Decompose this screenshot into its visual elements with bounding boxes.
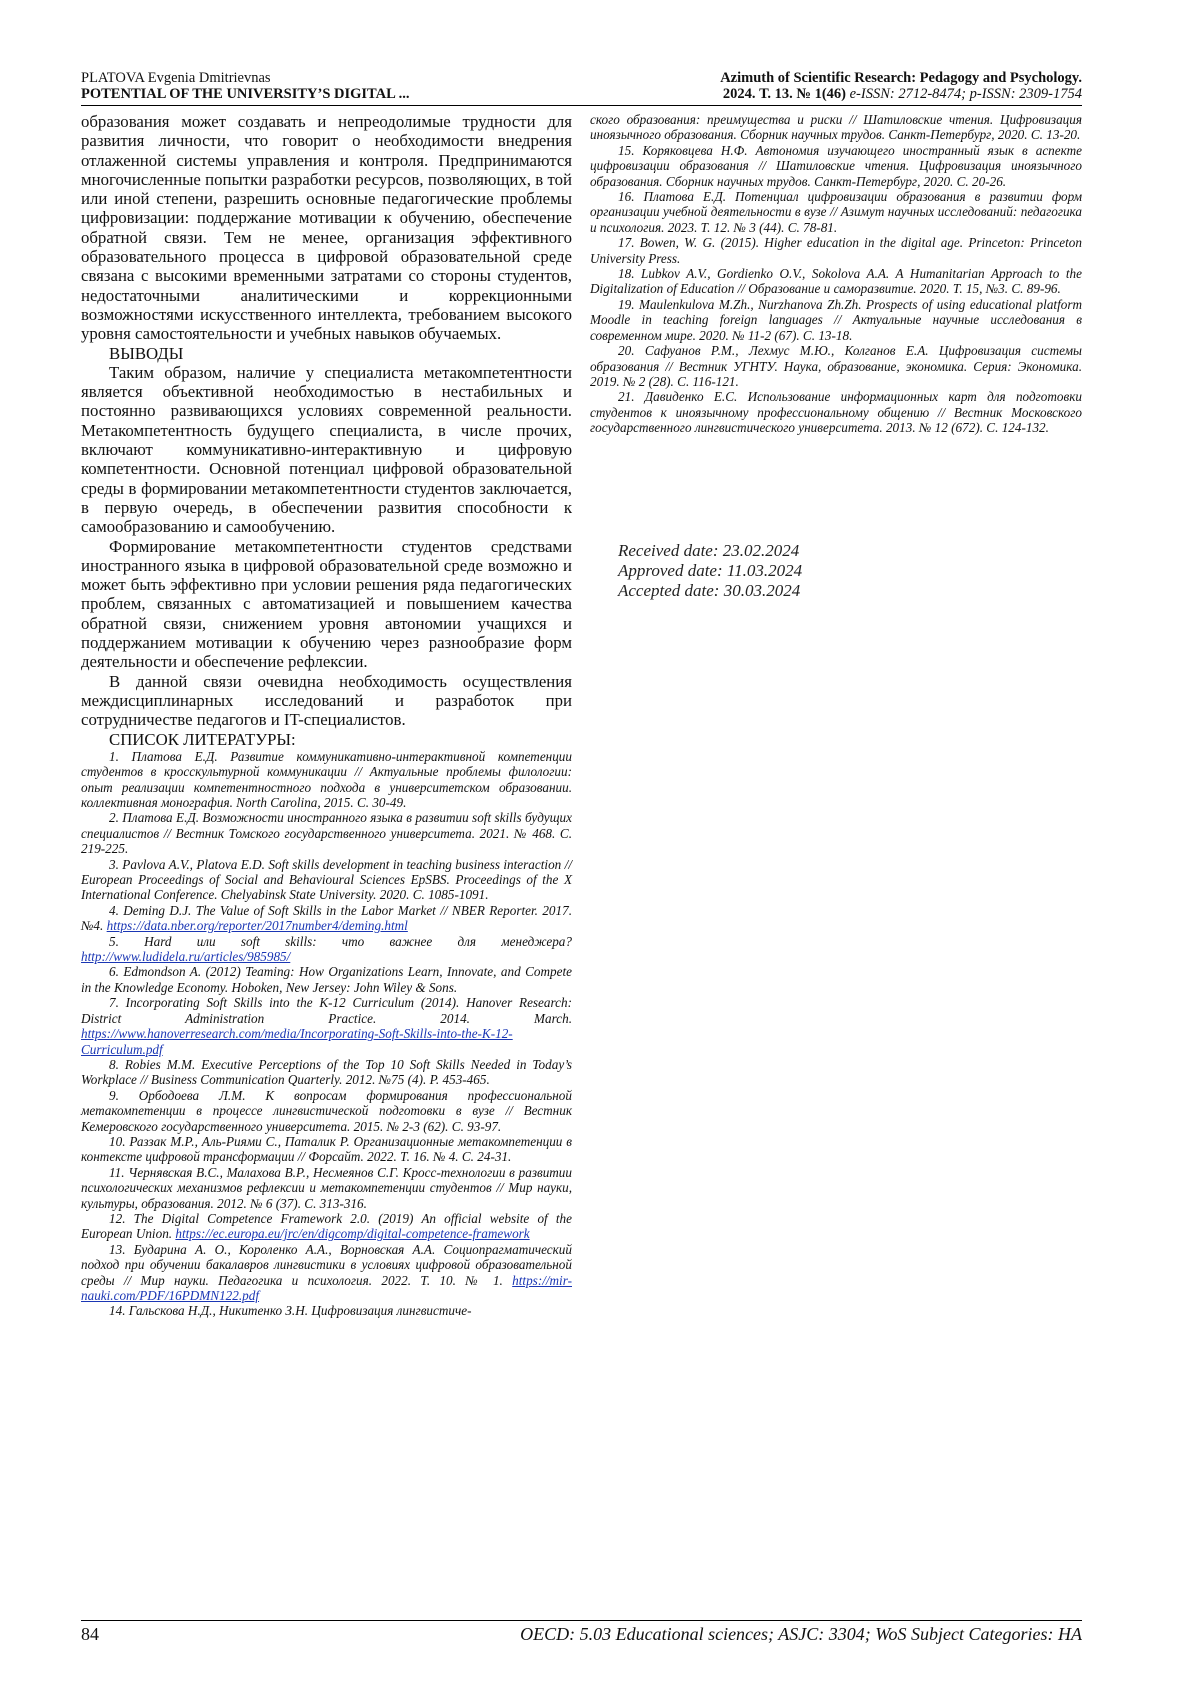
- paragraph: Таким образом, наличие у специалиста метакомпетентности является объективной необходимостью в нестабильных и постоянно развивающихся условиях современной реальности. Метакомпетентность будущего специалиста, в числе прочих, включают коммуникативно-интерактивную и цифровую компетентности. Основной потенциал цифровой образовательной среды в формировании метакомпетентности студентов заключается, в первую очередь, в обеспечении развития способности к самообразованию и самообучению.: [81, 362, 572, 537]
- right-column: [590, 112, 1082, 436]
- section-heading-references: СПИСОК ЛИТЕРАТУРЫ:: [109, 729, 296, 749]
- paragraph: образования может создавать и непреодолимые трудности для развития личности, что говорит о необходимости внедрения отлаженной системы управления и контроля. Предпринимаются многочисленные попытки разработки ресурсов, позволяющих, в той или иной степени, разрешить основные педагогические проблемы цифровизации: поддержание мотивации к обучению, обеспечение обратной связи. Тем не менее, организация эффективного образовательного процесса в цифровой образовательной среде связана с высокими временными затратами со стороны студентов, недостаточными аналитическими и коррекционными возможностями искусственного интеллекта, требованием высокого уровня самостоятельности и учебных навыков обучаемых.: [81, 112, 572, 344]
- approved-date: Approved date: 11.03.2024: [618, 561, 803, 580]
- reference-continuation: ского образования: преимущества и риски // Шатиловские чтения. Цифровизация иноязычного образования. Сборник научных трудов. Санкт-Петербург, 2020. С. 13-20.: [590, 112, 1082, 143]
- reference-link[interactable]: https://www.hanoverresearch.com/media/Incorporating-Soft-Skills-into-the-K-12-Curriculum.pdf: [81, 1026, 513, 1057]
- reference-item: 2. Платова Е.Д. Возможности иностранного языка в развитии soft skills будущих специалистов // Вестник Томского государственного университета. 2021. № 468. С. 219-225.: [81, 810, 572, 857]
- left-column: [81, 112, 572, 1319]
- reference-list-continued: [590, 112, 1082, 436]
- reference-item: 4. Deming D.J. The Value of Soft Skills in the Labor Market // NBER Reporter. 2017. №4. https://data.nber.org/reporter/2017number4/deming.html: [81, 902, 572, 934]
- reference-link[interactable]: https://mir-nauki.com/PDF/16PDMN122.pdf: [81, 1272, 572, 1304]
- reference-item: 11. Чернявская В.С., Малахова В.Р., Несмеянов С.Г. Кросс-технологии в развитии психологических механизмов рефлексии и метакомпетенции студентов // Мир науки, культуры, образования. 2012. № 6 (37). С. 313-316.: [81, 1164, 572, 1211]
- reference-item: 14. Гальскова Н.Д., Никитенко З.Н. Цифровизация лингвистиче-: [109, 1303, 472, 1319]
- reference-item: 18. Lubkov A.V., Gordienko O.V., Sokolova A.A. A Humanitarian Approach to the Digitalization of Education // Образование и саморазвитие. 2020. Т. 15, №3. С. 89-96.: [590, 266, 1082, 297]
- reference-link[interactable]: https://data.nber.org/reporter/2017number4/deming.html: [106, 918, 408, 934]
- reference-item: 6. Edmondson A. (2012) Teaming: How Organizations Learn, Innovate, and Compete in the Knowledge Economy. Hoboken, New Jersey: John Wiley & Sons.: [81, 964, 572, 995]
- reference-item: 5. Hard или soft skills: что важнее для менеджера? http://www.ludidela.ru/articles/985985/: [81, 933, 572, 965]
- header-author: PLATOVA Evgenia Dmitrievnas: [81, 70, 271, 86]
- reference-item: 15. Коряковцева Н.Ф. Автономия изучающего иностранный язык в аспекте цифровизации образования // Шатиловские чтения. Цифровизация иноязычного образования. Сборник научных трудов. Санкт-Петербург, 2020. С. 20-26.: [590, 142, 1082, 189]
- reference-item: 19. Maulenkulova M.Zh., Nurzhanova Zh.Zh. Prospects of using educational platform Moodle in teaching foreign languages // Актуальные научные исследования в современном мире. 2020. № 11-2 (67). С. 13-18.: [590, 296, 1082, 343]
- body-text: [81, 112, 572, 749]
- header-issue: 2024. Т. 13. № 1(46): [722, 86, 846, 102]
- subject-classification: OECD: 5.03 Educational sciences; ASJC: 3304; WoS Subject Categories: HA: [520, 1624, 1082, 1644]
- reference-item: 1. Платова Е.Д. Развитие коммуникативно-интерактивной компетенции студентов в кросскультурной коммуникации // Актуальные проблемы филологии: опыт реализации компетентностного подхода в университетском образовании. коллективная монография. North Carolina, 2015. С. 30-49.: [81, 748, 572, 811]
- footer-divider: [81, 1620, 1082, 1621]
- article-dates: [618, 541, 802, 601]
- header-divider: [81, 105, 1082, 106]
- header-article-title: POTENTIAL OF THE UNIVERSITY’S DIGITAL ...: [81, 86, 410, 102]
- reference-item: 3. Pavlova A.V., Platova E.D. Soft skills development in teaching business interaction // European Proceedings of Social and Behavioural Sciences EpSBS. Proceedings of the X International Conference. Chelyabinsk State University. 2020. С. 1085-1091.: [81, 856, 572, 903]
- reference-item: 7. Incorporating Soft Skills into the K-12 Curriculum (2014). Hanover Research: District Administration Practice. 2014. March. https://www.hanoverresearch.com/media/Incorporating-Soft-Skills-into-the-K-12-Curriculum.pdf: [81, 995, 572, 1057]
- paragraph: В данной связи очевидна необходимость осуществления междисциплинарных исследований и разработок при сотрудничестве педагогов и IT-специалистов.: [81, 671, 572, 730]
- reference-link[interactable]: https://ec.europa.eu/jrc/en/digcomp/digital-competence-framework: [175, 1226, 530, 1242]
- reference-item: 13. Бударина А. О., Короленко А.А., Ворновская А.А. Социопрагматический подход при обучении бакалавров лингвистики в условиях цифровой образовательной среды // Мир науки. Педагогика и психология. 2022. Т. 10. № 1. https://mir-nauki.com/PDF/16PDMN122.pdf: [81, 1241, 572, 1304]
- reference-item: 10. Раззак М.Р., Аль-Риями С., Паталик Р. Организационные метакомпетенции в контексте цифровой трансформации // Форсайт. 2022. Т. 16. № 4. С. 24-31.: [81, 1133, 572, 1165]
- reference-item: 20. Сафуанов Р.М., Лехмус М.Ю., Колганов Е.А. Цифровизация системы образования // Вестник УГНТУ. Наука, образование, экономика. Серия: Экономика. 2019. № 2 (28). С. 116-121.: [590, 343, 1082, 389]
- reference-item: 9. Орбодоева Л.М. К вопросам формирования профессиональной метакомпетенции в процессе лингвистической подготовки в вузе // Вестник Кемеровского государственного университета. 2015. № 2-3 (62). С. 93-97.: [81, 1087, 572, 1134]
- section-heading-conclusions: ВЫВОДЫ: [109, 343, 184, 363]
- running-header-left: [81, 70, 601, 102]
- page-number: 84: [81, 1624, 99, 1644]
- received-date: Received date: 23.02.2024: [618, 541, 800, 560]
- paragraph: Формирование метакомпетентности студентов средствами иностранного языка в цифровой образовательной среде возможно и может быть эффективно при условии решения ряда педагогических проблем, связанных с автоматизацией и повышением качества обратной связи, снижением уровня автономии учащихся и поддержанием мотивации к обучению через разнообразие форм деятельности и обеспечение рефлексии.: [81, 536, 572, 672]
- reference-item: 17. Bowen, W. G. (2015). Higher education in the digital age. Princeton: Princeton University Press.: [590, 235, 1082, 266]
- accepted-date: Accepted date: 30.03.2024: [618, 581, 801, 600]
- reference-item: 12. The Digital Competence Framework 2.0. (2019) An official website of the European Union. https://ec.europa.eu/jrc/en/digcomp/digital-competence-framework: [81, 1210, 572, 1242]
- reference-list: [81, 749, 572, 1319]
- reference-item: 21. Давиденко Е.С. Использование информационных карт для подготовки студентов к иноязычному профессиональному общению // Вестник Московского государственного лингвистического университета. 2013. № 12 (672). С. 124-132.: [590, 389, 1082, 436]
- header-journal: Azimuth of Scientific Research: Pedagogy and Psychology.: [720, 70, 1082, 86]
- reference-link[interactable]: http://www.ludidela.ru/articles/985985/: [81, 949, 291, 965]
- header-issn: e-ISSN: 2712-8474; p-ISSN: 2309-1754: [846, 86, 1082, 102]
- reference-item: 16. Платова Е.Д. Потенциал цифровизации образования в развитии форм организации учебной деятельности в вузе // Азимут научных исследований: педагогика и психология. 2023. Т. 12. № 3 (44). С. 78-81.: [590, 189, 1082, 235]
- running-header-right: [562, 70, 1082, 102]
- reference-item: 8. Robies M.M. Executive Perceptions of the Top 10 Soft Skills Needed in Today’s Workplace // Business Communication Quarterly. 2012. №75 (4). P. 453-465.: [81, 1056, 572, 1088]
